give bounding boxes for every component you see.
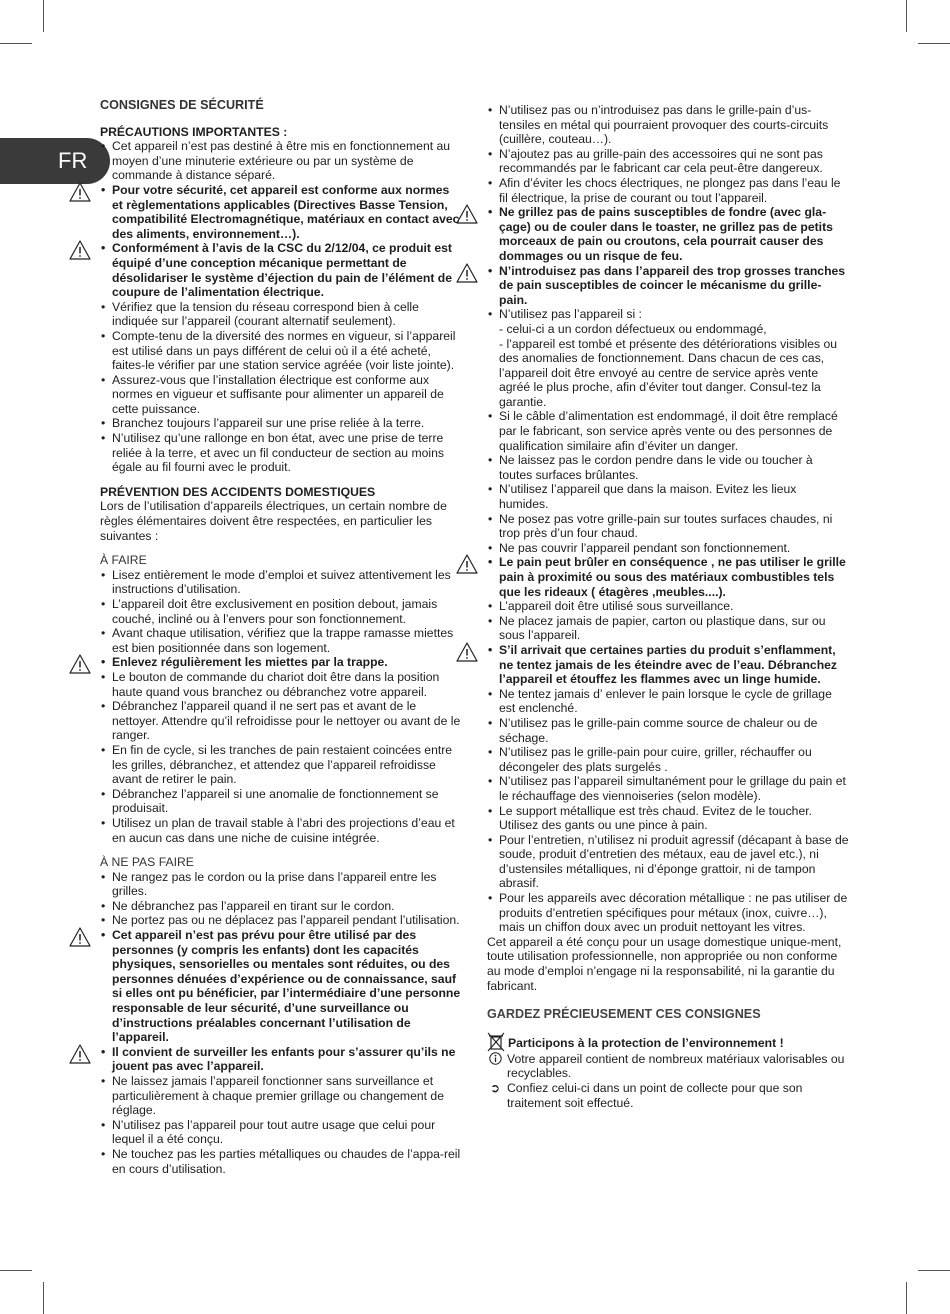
list-item [100, 329, 462, 373]
list-item [100, 597, 462, 626]
list-item-text: N’utilisez pas l’appareil pour tout autre usage que celui pour lequel il a été conçu. [112, 1117, 436, 1147]
list-item-text: Assurez-vous que l’installation électrique est conforme aux normes en vigueur et suffisante pour alimenter un appareil de cette puissance. [112, 372, 444, 416]
list-item-text: N’utilisez pas le grille-pain pour cuire, griller, réchauffer ou décongeler des plats surgelés . [499, 745, 812, 774]
list-item-text: Afin d’éviter les chocs électriques, ne plongez pas dans l’eau le fil électrique, la prise de courant ou tout l’appareil. [499, 175, 841, 205]
list-item-text: Pour l’entretien, n’utilisez ni produit agressif (décapant à base de soude, produit d’entretien des métaux, eau de javel etc.), ni d’ustensiles métalliques, ni d’éponge grattoir, ni de tampon abrasif. [499, 832, 849, 891]
a-faire-heading: À FAIRE [100, 553, 147, 568]
list-item-text: Le support métallique est très chaud. Evitez de le toucher. Utilisez des gants ou une pince à pain. [499, 803, 812, 833]
list-item [487, 687, 849, 716]
crop-mark [43, 0, 44, 32]
list-item-text: L’appareil doit être utilisé sous surveillance. [499, 599, 734, 614]
prevention-heading: PRÉVENTION DES ACCIDENTS DOMESTIQUES [100, 484, 376, 499]
crop-mark [906, 1282, 907, 1314]
right-column [487, 103, 849, 1110]
list-item [487, 103, 849, 147]
list-item [100, 913, 462, 928]
list-item-text: N’introduisez pas dans l’appareil des trop grosses tranches de pain susceptibles de coincer le mécanisme du grille-pain. [499, 263, 846, 307]
warning-icon [69, 927, 91, 947]
list-item-text: Ne tentez jamais d’ enlever le pain lorsque le cycle de grillage est enclenché. [499, 686, 832, 716]
list-item [487, 453, 849, 482]
list-item [100, 1074, 462, 1118]
list-item [100, 300, 462, 329]
a-faire-list [100, 568, 462, 845]
crop-mark [906, 0, 907, 32]
list-item [100, 899, 462, 914]
list-item-text: Lisez entièrement le mode d’emploi et suivez attentivement les instructions d’utilisation. [112, 567, 451, 597]
list-item-text: Branchez toujours l’appareil sur une prise reliée à la terre. [112, 416, 425, 431]
list-item [100, 1118, 462, 1147]
warning-icon [456, 554, 478, 574]
list-item [100, 568, 462, 597]
gardez-heading: GARDEZ PRÉCIEUSEMENT CES CONSIGNES [487, 1007, 761, 1022]
warning-icon [456, 204, 478, 224]
list-item [100, 1045, 462, 1074]
list-item-text: Si le câble d’alimentation est endommagé, il doit être remplacé par le fabricant, son service après vente ou des personnes de qualification similaire afin d’éviter un danger. [499, 409, 838, 453]
list-item-text: Ne posez pas votre grille-pain sur toutes surfaces chaudes, ni trop près d’un four chaud. [499, 511, 833, 541]
list-item [100, 1147, 462, 1176]
list-item-text: Débranchez l’appareil quand il ne sert pas et avant de le nettoyer. Attendre qu’il refroidisse pour le nettoyer ou avant de le ranger. [112, 699, 461, 743]
list-item [487, 599, 849, 614]
list-item-text: L’appareil doit être exclusivement en position debout, jamais couché, incliné ou à l’envers pour son fonctionnement. [112, 597, 438, 626]
list-item-text: Utilisez un plan de travail stable à l’abri des projections d’eau et en aucun cas dans une niche de cuisine intégrée. [112, 815, 455, 845]
list-item [100, 870, 462, 899]
right-list-1 [487, 103, 849, 307]
warning-icon [69, 240, 91, 260]
section-title: CONSIGNES DE SÉCURITÉ [100, 98, 264, 112]
crop-mark [0, 43, 32, 44]
list-item-text: Pour votre sécurité, cet appareil est conforme aux normes et règlementations applicables (Directives Basse Tension, compatibilité Electromagnétique, matériaux en contact avec des aliments, environnement…). [112, 182, 460, 241]
crossed-bin-icon [487, 1032, 505, 1052]
list-item-text: Ne laissez pas le cordon pendre dans le vide ou toucher à toutes surfaces brûlantes. [499, 453, 813, 482]
list-item-text: Il convient de surveiller les enfants pour s’assurer qu’ils ne jouent pas avec l’appareil. [112, 1044, 456, 1074]
list-item [100, 183, 462, 241]
list-item [100, 670, 462, 699]
list-item-text: N’utilisez pas le grille-pain comme source de chaleur ou de séchage. [499, 715, 818, 745]
list-item-text: N’ajoutez pas au grille-pain des accessoires qui ne sont pas recommandés par le fabricant car cela peut-être dangereux. [499, 146, 823, 176]
prevention-intro: Lors de l’utilisation d’appareils électriques, un certain nombre de règles élémentaires doivent être respectées, en particulier les suivantes : [100, 499, 447, 543]
list-item [487, 614, 849, 643]
list-item-text: N’utilisez qu’une rallonge en bon état, avec une prise de terre reliée à la terre, et avec un fil conducteur de section au moins égale au fil fourni avec le produit. [112, 431, 444, 475]
list-item-text: N’utilisez pas l’appareil simultanément pour le grillage du pain et le réchauffage des viennoiseries (selon modèle). [499, 774, 846, 803]
list-item [487, 482, 849, 511]
list-item-text: En fin de cycle, si les tranches de pain restaient coincées entre les grilles, débranchez, et attendez que l’appareil refroidisse avant de retirer le pain. [112, 742, 453, 787]
warning-icon [69, 1044, 91, 1064]
crop-mark [0, 1270, 32, 1271]
list-item-text: Ne rangez pas le cordon ou la prise dans l’appareil entre les grilles. [112, 869, 437, 899]
nutilisez-sub-2: - l’appareil est tombé et présente des détériorations visibles ou des anomalies de fonctionnement. Dans chacun de ces cas, l’appareil doit être envoyé au centre de service après vente agréé le plus proche, afin d’éviter tout danger. Consul-tez la garantie. [499, 336, 838, 409]
list-item [487, 264, 849, 308]
list-item [487, 643, 849, 687]
precautions-list [100, 139, 462, 475]
list-item-text: N’utilisez pas ou n’introduisez pas dans le grille-pain d’us-tensiles en métal qui pourraient provoquer des courts-circuits (cuillère, couteau…). [499, 103, 829, 147]
arrow-icon: ➲ [489, 1081, 501, 1095]
list-item [100, 655, 462, 670]
left-column [100, 98, 462, 1176]
list-item [487, 891, 849, 935]
right-list-2 [487, 409, 849, 934]
list-item [487, 833, 849, 891]
list-item-text: Avant chaque utilisation, vérifiez que la trappe ramasse miettes est bien positionnée dans son logement. [112, 626, 454, 655]
crop-mark [43, 1282, 44, 1314]
list-item [100, 816, 462, 845]
list-item-text: Ne portez pas ou ne déplacez pas l’appareil pendant l’utilisation. [112, 913, 460, 928]
list-item-text: Compte-tenu de la diversité des normes en vigueur, si l’appareil est utilisé dans un pays différent de celui où il a été acheté, faites-le vérifier par une station service agréée (voir liste jointe). [112, 328, 456, 373]
language-tab: FR [26, 138, 110, 184]
list-item [487, 745, 849, 774]
list-item [487, 555, 849, 599]
list-item [487, 307, 849, 409]
list-item-text: Vérifiez que la tension du réseau correspond bien à celle indiquée sur l’appareil (courant alternatif seulement). [112, 299, 419, 329]
crop-mark [918, 43, 950, 44]
list-item [100, 431, 462, 475]
list-item [100, 139, 462, 183]
environment-arrow-row [487, 1081, 849, 1110]
list-item [100, 699, 462, 743]
warning-icon [69, 182, 91, 202]
environment-arrow-text: Confiez celui-ci dans un point de collecte pour que son traitement soit effectué. [507, 1081, 803, 1110]
crop-mark [918, 1270, 950, 1271]
list-item [487, 512, 849, 541]
nutilisez-label: N’utilisez pas l’appareil si : [499, 307, 642, 322]
list-item-text: S’il arrivait que certaines parties du produit s’enflamment, ne tentez jamais de les éteindre avec de l’eau. Débranchez l’appareil et étouffez les flammes avec un linge humide. [499, 642, 838, 687]
list-item-text: Ne placez jamais de papier, carton ou plastique dans, sur ou sous l’appareil. [499, 613, 826, 643]
list-item [100, 241, 462, 299]
list-item [100, 373, 462, 417]
list-item-text: Ne touchez pas les parties métalliques ou chaudes de l’appa-reil en cours d’utilisation. [112, 1146, 461, 1176]
list-item-text: Enlevez régulièrement les miettes par la trappe. [112, 655, 388, 670]
nutilisez-sub-1: - celui-ci a un cordon défectueux ou endommagé, [499, 321, 767, 336]
a-ne-pas-faire-list [100, 870, 462, 1176]
list-item-text: N’utilisez l’appareil que dans la maison. Evitez les lieux humides. [499, 482, 797, 512]
list-item-text: Conformément à l’avis de la CSC du 2/12/04, ce produit est équipé d’une conception mécanique permettant de désolidariser le système d’éjection du pain de l’élément de coupure de l’alimentation électrique. [112, 241, 453, 300]
list-item-text: Débranchez l’appareil si une anomalie de fonctionnement se produisait. [112, 786, 439, 816]
precautions-heading: PRÉCAUTIONS IMPORTANTES : [100, 124, 288, 139]
list-item-text: Pour les appareils avec décoration métallique : ne pas utiliser de produits d’entretien spécifiques pour métaux (inox, cuivre…), mais un chiffon doux avec un produit nettoyant les vitres. [499, 891, 848, 935]
list-item-text: Cet appareil n’est pas prévu pour être utilisé par des personnes (y compris les enfants) dont les capacités physiques, sensorielles ou mentales sont réduites, ou des personnes dénuées d’expérience ou de connaissance, sauf si elles ont pu bénéficier, par l’intermédiaire d’une personne responsable de leur sécurité, d’une surveillance ou d’instructions préalables concernant l’utilisation de l’appareil. [112, 928, 461, 1045]
list-item-text: Ne laissez jamais l’appareil fonctionner sans surveillance et particulièrement à chaque premier grillage ou changement de réglage. [112, 1074, 444, 1118]
list-item [100, 626, 462, 655]
list-item [100, 787, 462, 816]
environment-heading: Participons à la protection de l’environnement ! [508, 1035, 784, 1050]
list-item [487, 774, 849, 803]
info-icon [487, 1052, 503, 1069]
list-item [487, 716, 849, 745]
list-item-text: Le pain peut brûler en conséquence , ne pas utiliser le grille pain à proximité ou sous des matériaux combustibles tels que les rideaux ( étagères ,meubles....). [499, 555, 846, 599]
warning-icon [456, 263, 478, 283]
list-item [487, 147, 849, 176]
warning-icon [69, 654, 91, 674]
list-item-text: Cet appareil n’est pas destiné à être mis en fonctionnement au moyen d’une minuterie extérieure ou par un système de commande à distance séparé. [112, 139, 451, 183]
list-item-text: Le bouton de commande du chariot doit être dans la position haute quand vous branchez ou débranchez votre appareil. [112, 669, 440, 699]
list-item [487, 541, 849, 556]
list-item [487, 409, 849, 453]
environment-heading-row [487, 1032, 849, 1052]
list-item [100, 743, 462, 787]
a-ne-pas-faire-heading: À NE PAS FAIRE [100, 855, 194, 870]
environment-info-row [487, 1052, 849, 1081]
list-item [487, 205, 849, 263]
list-item-text: Ne pas couvrir l’appareil pendant son fonctionnement. [499, 540, 791, 555]
environment-info-text: Votre appareil contient de nombreux matériaux valorisables ou recyclables. [507, 1051, 845, 1081]
nutilisez-list [487, 307, 849, 409]
list-item [100, 416, 462, 431]
warning-icon [456, 642, 478, 662]
closing-paragraph: Cet appareil a été conçu pour un usage domestique unique-ment, toute utilisation professionnelle, non appropriée ou non conforme au mode d’emploi n’engage ni la responsabilité, ni la garantie du fabricant. [487, 934, 842, 993]
list-item-text: Ne grillez pas de pains susceptibles de fondre (avec gla-çage) ou de couler dans le toaster, ne grillez pas de petits morceaux de pain ou croutons, cela pourrait causer des dommages ou un risque de feu. [499, 205, 833, 263]
list-item-text: Ne débranchez pas l’appareil en tirant sur le cordon. [112, 898, 395, 913]
list-item [487, 176, 849, 205]
list-item [487, 804, 849, 833]
list-item [100, 928, 462, 1045]
